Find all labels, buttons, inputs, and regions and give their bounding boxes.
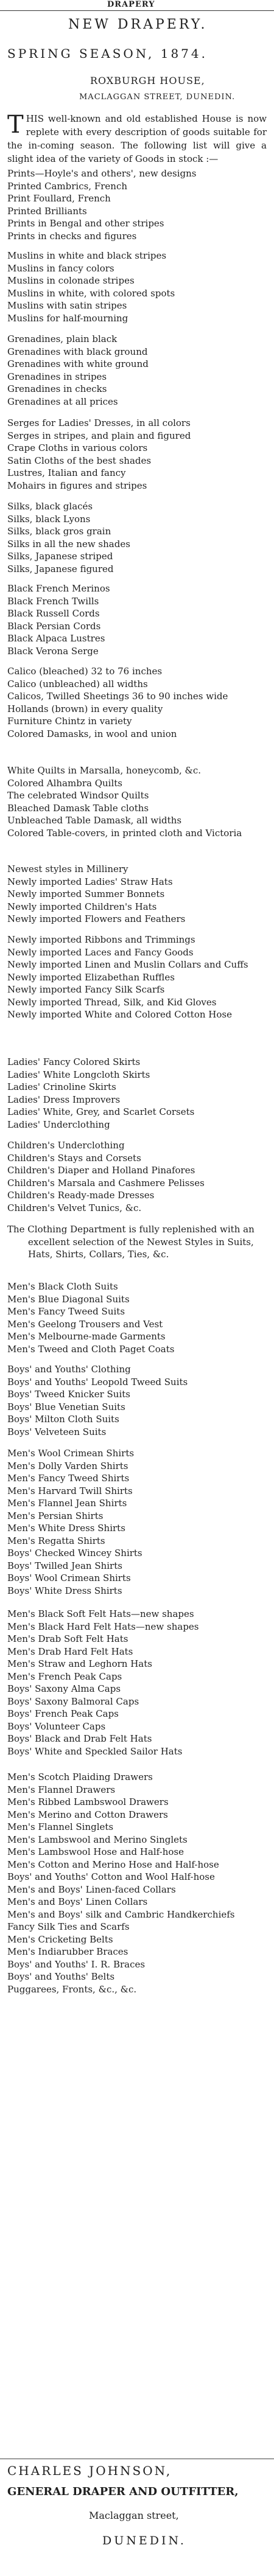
list-item: Men's Regatta Shirts	[7, 1535, 105, 1546]
list-item: Men's Harvard Twill Shirts	[7, 1485, 133, 1496]
group-serges	[7, 417, 267, 492]
list-item: Boys' Twilled Jean Shirts	[7, 1560, 122, 1571]
list-item: Newly imported Summer Bonnets	[7, 888, 165, 899]
group-clothing-note	[7, 1223, 267, 1261]
intro-paragraph	[7, 112, 267, 166]
list-item: Prints in checks and figures	[7, 230, 137, 242]
list-item: Men's Blue Diagonal Suits	[7, 1293, 130, 1305]
group-grenadines	[7, 333, 267, 408]
list-item: Ladies' White Longcloth Skirts	[7, 1069, 150, 1080]
list-item: Colored Table-covers, in printed cloth and Victoria	[7, 827, 242, 839]
list-item: Grenadines with black ground	[7, 346, 148, 357]
list-item: Silks, black gros grain	[7, 526, 111, 537]
list-item: Newly imported Laces and Fancy Goods	[7, 946, 194, 958]
street-address: MACLAGGAN STREET, DUNEDIN.	[79, 92, 236, 102]
list-item: Men's Flannel Drawers	[7, 1784, 116, 1795]
list-item: Boys' Checked Wincey Shirts	[7, 1548, 142, 1559]
signature-city: DUNEDIN.	[102, 2534, 186, 2547]
list-item: Black French Twills	[7, 595, 99, 607]
group-silks	[7, 500, 267, 575]
list-item: Hollands (brown) in every quality	[7, 703, 163, 714]
list-item: Fancy Silk Ties and Scarfs	[7, 1921, 130, 1932]
list-item: Black French Merinos	[7, 583, 110, 594]
list-item: Men's Flannel Singlets	[7, 1821, 114, 1832]
list-item: Boys' and Youths' Cotton and Wool Half-hose	[7, 1871, 215, 1882]
list-item: Muslins in colonade stripes	[7, 275, 135, 286]
group-underwear	[7, 1771, 267, 1995]
list-item: Men's Ribbed Lambswool Drawers	[7, 1796, 169, 1807]
list-item: Silks, black glacés	[7, 501, 93, 512]
list-item: Grenadines in stripes	[7, 371, 107, 382]
list-item: Men's Lambswool Hose and Half-hose	[7, 1846, 184, 1857]
list-item: Men's Black Hard Felt Hats—new shapes	[7, 1621, 199, 1632]
list-item: Men's Melbourne-made Garments	[7, 1331, 166, 1342]
list-item: Newly imported Ribbons and Trimmings	[7, 934, 195, 945]
list-item: Boys' Velveteen Suits	[7, 1426, 107, 1437]
group-millinery	[7, 863, 267, 926]
group-black-stuffs	[7, 582, 267, 657]
list-item: Men's Straw and Leghorn Hats	[7, 1658, 152, 1669]
group-muslins	[7, 250, 267, 324]
group-newly-imported	[7, 934, 267, 1021]
list-item: Furniture Chintz in variety	[7, 716, 132, 727]
list-item: Men's Merino and Cotton Drawers	[7, 1809, 168, 1820]
list-item: Children's Diaper and Holland Pinafores	[7, 1165, 195, 1176]
list-item: Boys' and Youths' I. R. Braces	[7, 1958, 146, 1970]
list-item: Newly imported White and Colored Cotton Hose	[7, 1009, 232, 1020]
signature-name: CHARLES JOHNSON,	[7, 2463, 172, 2478]
list-item: Men's Black Soft Felt Hats—new shapes	[7, 1608, 194, 1619]
list-item: Boys' Milton Cloth Suits	[7, 1414, 119, 1425]
list-item: Men's White Dress Shirts	[7, 1523, 125, 1534]
list-item: Black Persian Cords	[7, 620, 101, 632]
list-item: Boys' and Youths' Belts	[7, 1971, 115, 1982]
intro-dropcap: T	[7, 111, 24, 139]
list-item: Children's Underclothing	[7, 1140, 125, 1151]
group-quilts	[7, 764, 267, 839]
list-item: Muslins in white and black stripes	[7, 250, 167, 261]
section-header: DRAPERY	[107, 0, 155, 9]
list-item: Men's Wool Crimean Shirts	[7, 1448, 135, 1459]
group-calicos	[7, 665, 267, 740]
list-item: Black Verona Serge	[7, 645, 99, 657]
list-item: Silks in all the new shades	[7, 538, 130, 550]
list-item: Children's Velvet Tunics, &c.	[7, 1202, 142, 1213]
list-item: Men's Lambswool and Merino Singlets	[7, 1834, 188, 1845]
list-item: Boys' Black and Drab Felt Hats	[7, 1733, 152, 1744]
season-line: SPRING SEASON, 1874.	[7, 46, 208, 61]
list-item: Men's Tweed and Cloth Paget Coats	[7, 1343, 175, 1355]
list-item: Boys' Saxony Alma Caps	[7, 1683, 121, 1694]
list-item: Black Russell Cords	[7, 608, 100, 619]
list-item: Boys' and Youths' Clothing	[7, 1364, 131, 1375]
list-item: Grenadines, plain black	[7, 333, 118, 344]
list-item: Newest styles in Millinery	[7, 864, 128, 874]
list-item: The celebrated Windsor Quilts	[7, 790, 149, 801]
group-prints	[7, 167, 267, 242]
list-item: Boys' Volunteer Caps	[7, 1720, 106, 1732]
list-item: White Quilts in Marsalla, honeycomb, &c.	[7, 765, 202, 776]
list-item: Boys' Wool Crimean Shirts	[7, 1572, 131, 1583]
list-item: Calico (bleached) 32 to 76 inches	[7, 666, 163, 677]
list-item: Newly imported Ladies' Straw Hats	[7, 876, 173, 887]
list-item: Newly imported Thread, Silk, and Kid Gloves	[7, 996, 217, 1008]
list-item: Ladies' Underclothing	[7, 1119, 110, 1130]
list-item: Silks, Japanese striped	[7, 551, 113, 562]
list-item: Muslins with satin stripes	[7, 300, 127, 311]
list-item: Newly imported Linen and Muslin Collars and Cuffs	[7, 959, 248, 970]
list-item: Boys' French Peak Caps	[7, 1708, 119, 1719]
list-item: Newly imported Fancy Silk Scarfs	[7, 984, 165, 995]
list-item: Men's and Boys' Linen Collars	[7, 1896, 148, 1907]
list-item: Men's Flannel Jean Shirts	[7, 1498, 127, 1509]
list-item: Men's Persian Shirts	[7, 1510, 104, 1521]
list-item: Ladies' White, Grey, and Scarlet Corsets	[7, 1106, 195, 1117]
list-item: Muslins for half-mourning	[7, 312, 128, 324]
list-item: Lustres, Italian and fancy	[7, 467, 126, 478]
list-item: Colored Damasks, in wool and union	[7, 728, 177, 739]
list-item: Men's Geelong Trousers and Vest	[7, 1318, 163, 1330]
list-item: Crape Cloths in various colors	[7, 442, 148, 453]
group-hats	[7, 1608, 267, 1757]
list-item: Men's Black Cloth Suits	[7, 1281, 118, 1292]
list-item: Serges in stripes, and plain and figured	[7, 430, 191, 441]
list-item: Grenadines with white ground	[7, 358, 149, 369]
intro-text: HIS well-known and old established House is now replete with every description of goods suitable for the in-coming season. The following list will give a slight idea of the variety of Goods in stock :—	[7, 113, 267, 164]
list-item: Ladies' Dress Improvers	[7, 1094, 121, 1105]
list-item: Print Foullard, French	[7, 193, 111, 204]
list-item: Boys' White and Speckled Sailor Hats	[7, 1745, 183, 1757]
list-item: Printed Brilliants	[7, 205, 87, 217]
list-item: Men's Indiarubber Braces	[7, 1946, 128, 1957]
list-item: Children's Ready-made Dresses	[7, 1190, 155, 1201]
list-item: Grenadines at all prices	[7, 396, 118, 407]
list-item: Muslins in fancy colors	[7, 262, 114, 274]
list-item: Boys' Blue Venetian Suits	[7, 1401, 125, 1412]
list-item: Men's Cricketing Belts	[7, 1933, 113, 1945]
header-rule	[0, 10, 274, 11]
list-item: Boys' Saxony Balmoral Caps	[7, 1695, 139, 1707]
list-item: Men's Dolly Varden Shirts	[7, 1460, 128, 1471]
list-item: Children's Marsala and Cashmere Pelisses	[7, 1177, 205, 1189]
list-item: Satin Cloths of the best shades	[7, 455, 152, 466]
list-item: Calicos, Twilled Sheetings 36 to 90 inches wide	[7, 691, 228, 702]
list-item: Men's Fancy Tweed Shirts	[7, 1473, 130, 1484]
list-item: Men's Cotton and Merino Hose and Half-hose	[7, 1859, 219, 1870]
list-item: Newly imported Flowers and Feathers	[7, 913, 186, 924]
group-boys-clothing	[7, 1363, 267, 1438]
list-item: Men's Drab Soft Felt Hats	[7, 1633, 128, 1644]
list-item: Serges for Ladies' Dresses, in all colors	[7, 417, 191, 428]
list-item: Boys' Tweed Knicker Suits	[7, 1389, 130, 1400]
group-ladies	[7, 1056, 267, 1131]
list-item: Black Alpaca Lustres	[7, 633, 105, 644]
list-item: Men's Drab Hard Felt Hats	[7, 1646, 133, 1657]
list-item: Ladies' Crinoline Skirts	[7, 1081, 116, 1092]
list-item: Prints—Hoyle's and others', new designs	[7, 168, 197, 179]
list-item: The Clothing Department is fully replenished with an excellent selection of the Newest Styles in Suits, Hats, Shirts, Collars, Ties, &c.	[7, 1224, 255, 1260]
signature-address: Maclaggan street,	[89, 2510, 179, 2521]
list-item: Silks, Japanese figured	[7, 563, 114, 574]
list-item: Grenadines in checks	[7, 383, 107, 394]
list-item: Children's Stays and Corsets	[7, 1152, 141, 1164]
list-item: Men's and Boys' silk and Cambric Handkerchiefs	[7, 1908, 235, 1920]
list-item: Men's French Peak Caps	[7, 1670, 122, 1682]
list-item: Silks, black Lyons	[7, 513, 91, 525]
list-item: Newly imported Elizabethan Ruffles	[7, 971, 175, 983]
list-item: Prints in Bengal and other stripes	[7, 218, 164, 229]
group-children	[7, 1139, 267, 1214]
firm-name: ROXBURGH HOUSE,	[90, 75, 205, 86]
list-item: Newly imported Children's Hats	[7, 901, 157, 912]
list-item: Printed Cambrics, French	[7, 180, 128, 192]
list-item: Men's Scotch Plaiding Drawers	[7, 1771, 153, 1782]
list-item: Unbleached Table Damask, all widths	[7, 815, 182, 826]
list-item: Colored Alhambra Quilts	[7, 777, 122, 789]
list-item: Boys' and Youths' Leopold Tweed Suits	[7, 1376, 188, 1387]
signature-role: GENERAL DRAPER AND OUTFITTER,	[7, 2485, 239, 2498]
list-item: Mohairs in figures and stripes	[7, 480, 147, 491]
list-item: Men's Fancy Tweed Suits	[7, 1306, 125, 1317]
list-item: Muslins in white, with colored spots	[7, 287, 175, 299]
list-item: Boys' White Dress Shirts	[7, 1585, 122, 1596]
list-item: Ladies' Fancy Colored Skirts	[7, 1056, 141, 1067]
list-item: Bleached Damask Table cloths	[7, 802, 149, 814]
ad-title: NEW DRAPERY.	[68, 17, 208, 32]
list-item: Men's and Boys' Linen-faced Collars	[7, 1883, 176, 1895]
group-shirts	[7, 1447, 267, 1597]
list-item: Puggarees, Fronts, &c., &c.	[7, 1983, 137, 1995]
list-item: Calico (unbleached) all widths	[7, 678, 148, 689]
group-mens-suits	[7, 1280, 267, 1355]
